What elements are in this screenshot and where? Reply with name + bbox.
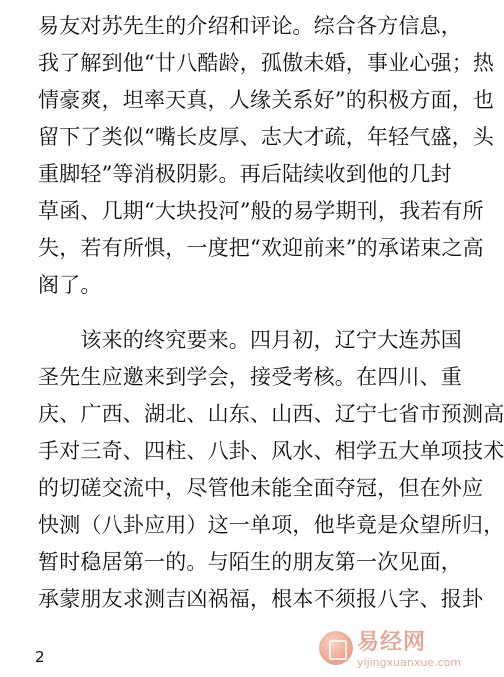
watermark-url: yijingxuanxue.com — [357, 656, 462, 669]
text-line: 草函、几期“大块投河”般的易学期刊，我若有所 — [38, 199, 484, 223]
text-line: 该来的终究要来。四月初，辽宁大连苏国 — [38, 328, 462, 352]
text-line: 留下了类似“嘴长皮厚、志大才疏，年轻气盛，头 — [38, 125, 495, 149]
text-line: 庆、广西、湖北、山东、山西、辽宁七省市预测高 — [38, 402, 504, 426]
text-line: 阁了。 — [38, 273, 102, 297]
text-line: 手对三奇、四柱、八卦、风水、相学五大单项技术 — [38, 439, 504, 463]
paragraph-gap — [38, 304, 450, 322]
text-line: 圣先生应邀来到学会，接受考核。在四川、重 — [38, 365, 462, 389]
text-line: 失，若有所惧，一度把“欢迎前来”的承诺束之高 — [38, 236, 484, 260]
body-text — [38, 8, 504, 618]
text-line: 重脚轻”等消极阴影。再后陆续收到他的几封 — [38, 162, 452, 186]
watermark-logo-icon — [319, 631, 353, 665]
text-line: 快测（八卦应用）这一单项，他毕竟是众望所归， — [38, 513, 504, 537]
text-line: 我了解到他“廿八酷龄，孤傲未婚，事业心强；热 — [38, 51, 495, 75]
text-line: 的切磋交流中，尽管他未能全面夺冠，但在外应 — [38, 476, 484, 500]
text-line: 暂时稳居第一的。与陌生的朋友第一次见面， — [38, 550, 462, 574]
text-line: 易友对苏先生的介绍和评论。综合各方信息， — [38, 14, 462, 38]
watermark-name: 易经网 — [357, 629, 427, 655]
text-line: 情豪爽，坦率天真，人缘关系好”的积极方面，也 — [38, 88, 495, 112]
page-number: 2 — [35, 648, 45, 666]
text-line: 承蒙朋友求测吉凶祸福，根本不须报八字、报卦 — [38, 587, 484, 611]
site-watermark — [319, 629, 479, 673]
